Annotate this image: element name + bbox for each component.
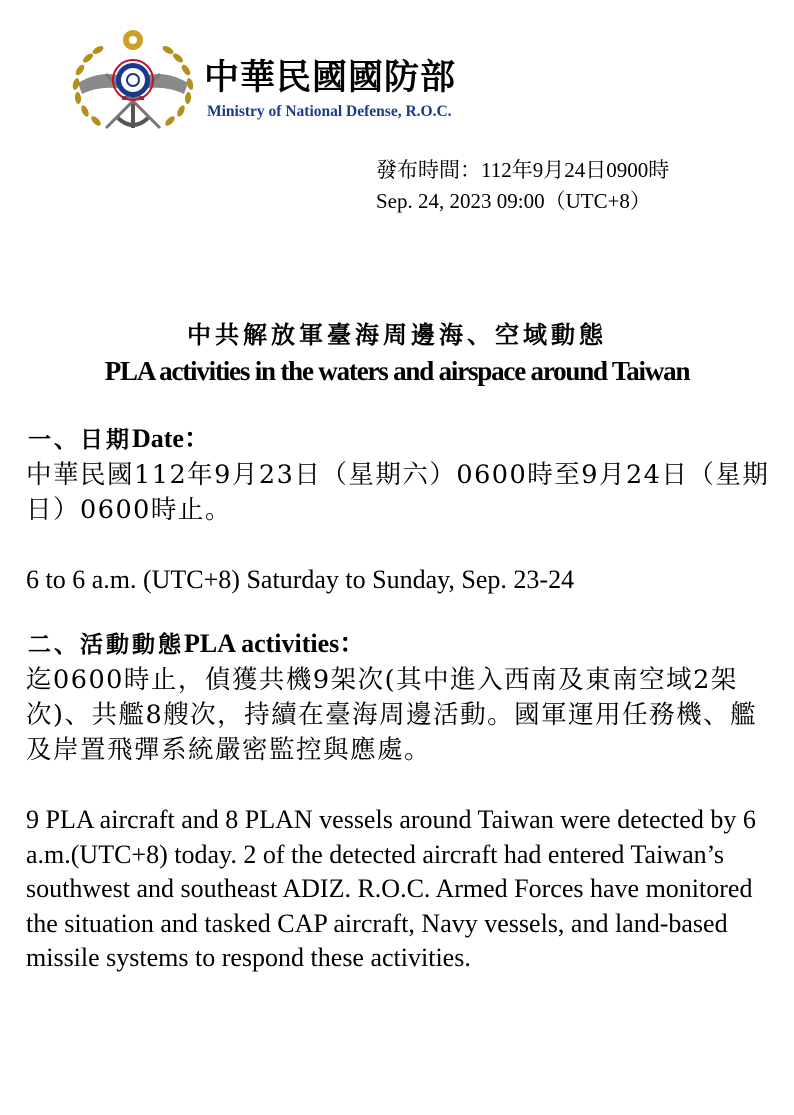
date-body-en: 6 to 6 a.m. (UTC+8) Saturday to Sunday, Sep. 23-24 [26, 565, 575, 594]
page-title-en: PLA activities in the waters and airspace around Taiwan [104, 356, 690, 386]
activities-heading-cn: 二、活動動態 [28, 631, 184, 658]
org-name-en: Ministry of National Defense, R.O.C. [207, 103, 452, 120]
publish-time-en: Sep. 24, 2023 09:00（UTC+8） [376, 189, 651, 213]
publish-time-cn: 發布時間：112年9月24日0900時 [376, 158, 670, 182]
org-name-cn: 中華民國國防部 [204, 58, 457, 98]
activities-body-en: 9 PLA aircraft and 8 PLAN vessels around Taiwan were detected by 6 a.m.(UTC+8) today. 2 of the detected aircraft had entered Taiwan’s southwest and southeast ADIZ. R.O.C. Armed Forces have monitored the situation and tasked CAP aircraft, Navy vessels, and land-based missile systems to respond these activities. [26, 805, 756, 972]
mnd-emblem-icon [58, 28, 208, 140]
date-body-cn: 中華民國112年9月23日（星期六）0600時至9月24日（星期日）0600時止。 [26, 460, 770, 525]
date-heading-cn: 一、日期 [28, 426, 132, 453]
activities-body-cn: 迄0600時止，偵獲共機9架次(其中進入西南及東南空域2架次)、共艦8艘次，持續在臺海周邊活動。國軍運用任務機、艦及岸置飛彈系統嚴密監控與應處。 [26, 665, 758, 765]
date-heading-en: Date： [132, 424, 210, 453]
activities-heading-en: PLA activities： [184, 629, 366, 658]
activities-section-heading [28, 628, 365, 661]
date-section-heading [28, 423, 210, 456]
page-title-cn: 中共解放軍臺海周邊海、空域動態 [187, 320, 607, 349]
